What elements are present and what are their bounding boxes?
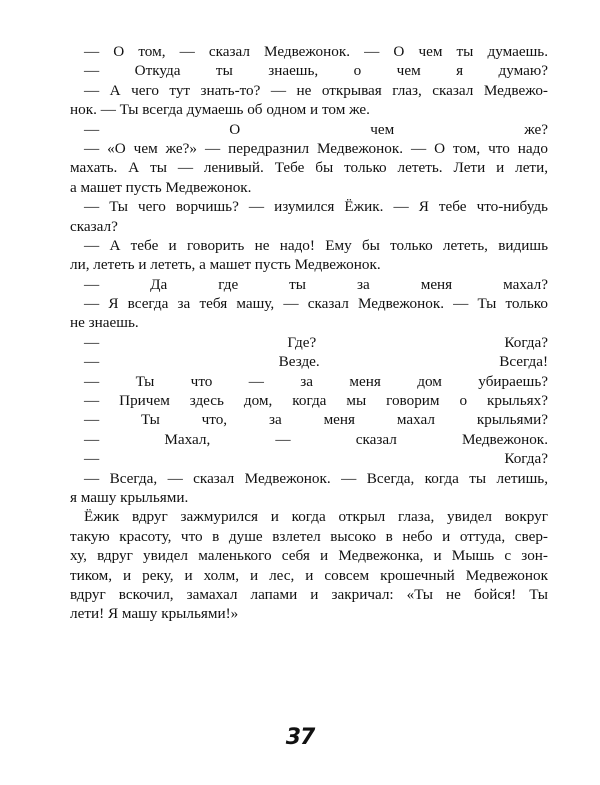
page-number: 37 — [285, 725, 315, 750]
text-line: — О чем же? — [84, 120, 548, 138]
text-line: я машу крыльями. — [70, 488, 189, 506]
text-line: — Везде. Всегда! — [84, 353, 548, 371]
page-text — [70, 42, 548, 624]
text-line: — Ты что, за меня махал крыльями? — [84, 411, 548, 429]
text-line: — Где? Когда? — [84, 333, 548, 351]
text-line: тиком, и реку, и холм, и лес, и совсем крошечный Медвежонок — [70, 566, 548, 584]
text-line: — Когда? — [84, 450, 548, 468]
text-line: сказал? — [70, 217, 118, 235]
text-line: лети! Я машу крыльями!» — [70, 605, 239, 623]
text-line: — О том, — сказал Медвежонок. — О чем ты думаешь. — [84, 43, 548, 60]
text-line: махать. А ты — ленивый. Тебе бы только лететь. Лети и лети, — [70, 159, 548, 177]
text-line: ли, лететь и лететь, а машет пусть Медвежонок. — [70, 256, 381, 274]
text-line: — Ты чего ворчишь? — изумился Ёжик. — Я тебе что-нибудь — [84, 198, 548, 216]
text-line: — А чего тут знать-то? — не открывая глаз, сказал Медвежо- — [84, 81, 548, 99]
text-line: нок. — Ты всегда думаешь об одном и том же. — [70, 101, 370, 119]
text-line: — Да где ты за меня махал? — [84, 275, 548, 293]
text-line: — Я всегда за тебя машу, — сказал Медвежонок. — Ты только — [84, 295, 548, 313]
text-line: такую красоту, что в душе взлетел высоко в небо и оттуда, свер- — [70, 527, 548, 545]
text-line: — А тебе и говорить не надо! Ему бы только лететь, видишь — [84, 236, 548, 254]
text-line: — Откуда ты знаешь, о чем я думаю? — [84, 62, 548, 80]
text-line: вдруг вскочил, замахал лапами и закричал: «Ты не бойся! Ты — [70, 585, 548, 603]
text-line: а машет пусть Медвежонок. — [70, 178, 252, 196]
text-line: — Ты что — за меня дом убираешь? — [84, 372, 548, 390]
text-line: — Всегда, — сказал Медвежонок. — Всегда, когда ты летишь, — [84, 469, 548, 487]
text-line: Ёжик вдруг зажмурился и когда открыл глаза, увидел вокруг — [84, 508, 548, 526]
text-line: — Махал, — сказал Медвежонок. — [84, 430, 548, 448]
text-line: — «О чем же?» — передразнил Медвежонок. — О том, что надо — [84, 139, 548, 157]
text-line: не знаешь. — [70, 314, 139, 332]
text-line: — Причем здесь дом, когда мы говорим о крыльях? — [84, 392, 548, 410]
text-line: ху, вдруг увидел маленького себя и Медвежонка, и Мышь с зон- — [70, 547, 548, 565]
